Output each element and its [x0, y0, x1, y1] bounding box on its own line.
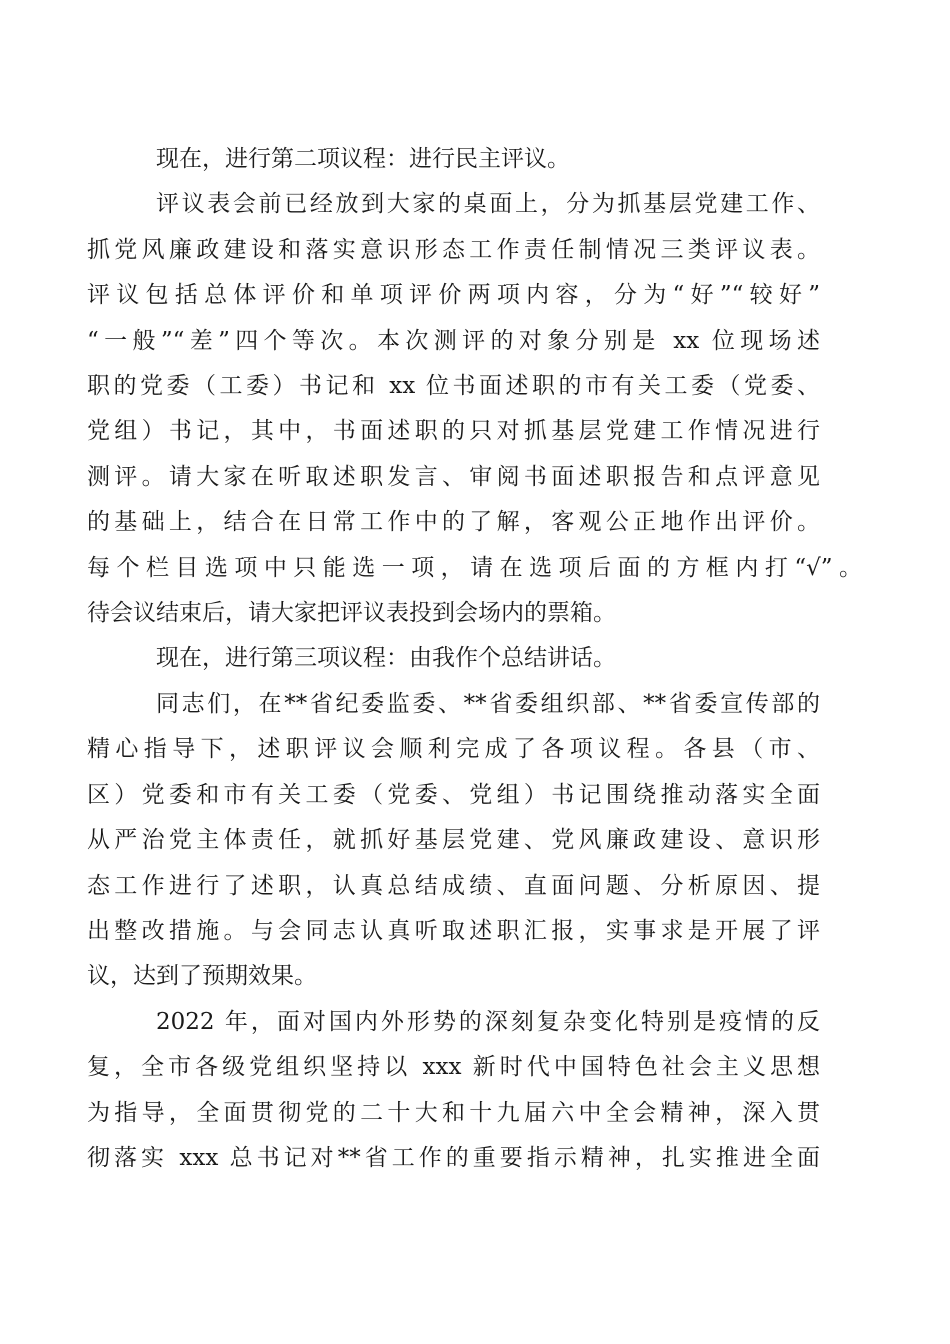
text-line: 的基础上，结合在日常工作中的了解，客观公正地作出评价。: [87, 509, 820, 536]
text-line: 测评。请大家在听取述职发言、审阅书面述职报告和点评意见: [87, 463, 820, 490]
text-line: 为指导，全面贯彻党的二十大和十九届六中全会精神，深入贯: [87, 1099, 820, 1126]
text-line: 职的党委（工委）书记和 xx 位书面述职的市有关工委（党委、: [87, 373, 820, 400]
text-line: 从严治党主体责任，就抓好基层党建、党风廉政建设、意识形: [87, 827, 820, 854]
text-line: 抓党风廉政建设和落实意识形态工作责任制情况三类评议表。: [87, 236, 820, 263]
text-line: 评议表会前已经放到大家的桌面上，分为抓基层党建工作、: [156, 191, 820, 218]
document-body: [87, 137, 862, 1181]
text-line: 同志们，在**省纪委监委、**省委组织部、**省委宣传部的: [156, 690, 820, 717]
paragraph-evaluation-instructions: [87, 182, 862, 636]
text-line: 现在，进行第三项议程：由我作个总结讲话。: [156, 645, 616, 672]
text-line: 区）党委和市有关工委（党委、党组）书记围绕推动落实全面: [87, 781, 820, 808]
text-line: 评议包括总体评价和单项评价两项内容，分为“好”“较好”: [87, 282, 820, 309]
text-line: 精心指导下，述职评议会顺利完成了各项议程。各县（市、: [87, 736, 820, 763]
text-line: 每个栏目选项中只能选一项，请在选项后面的方框内打“√”。: [87, 554, 862, 581]
paragraph-meeting-summary: [87, 682, 820, 1000]
paragraph-2022-review: [87, 1000, 820, 1182]
text-line: 出整改措施。与会同志认真听取述职汇报，实事求是开展了评: [87, 917, 820, 944]
text-line: 复，全市各级党组织坚持以 xxx 新时代中国特色社会主义思想: [87, 1054, 820, 1081]
text-line: 态工作进行了述职，认真总结成绩、直面问题、分析原因、提: [87, 872, 820, 899]
text-line: 党组）书记，其中，书面述职的只对抓基层党建工作情况进行: [87, 418, 820, 445]
paragraph-agenda-item-3: [156, 636, 820, 681]
text-line: 现在，进行第二项议程：进行民主评议。: [156, 146, 570, 172]
text-line: 2022 年，面对国内外形势的深刻复杂变化特别是疫情的反: [156, 1008, 820, 1035]
text-line: “一般”“差”四个等次。本次测评的对象分别是 xx 位现场述: [87, 327, 820, 354]
text-line: 待会议结束后，请大家把评议表投到会场内的票箱。: [87, 600, 616, 627]
paragraph-agenda-item-2: [156, 137, 820, 182]
text-line: 彻落实 xxx 总书记对**省工作的重要指示精神，扎实推进全面: [87, 1144, 820, 1171]
text-line: 议，达到了预期效果。: [87, 963, 317, 990]
